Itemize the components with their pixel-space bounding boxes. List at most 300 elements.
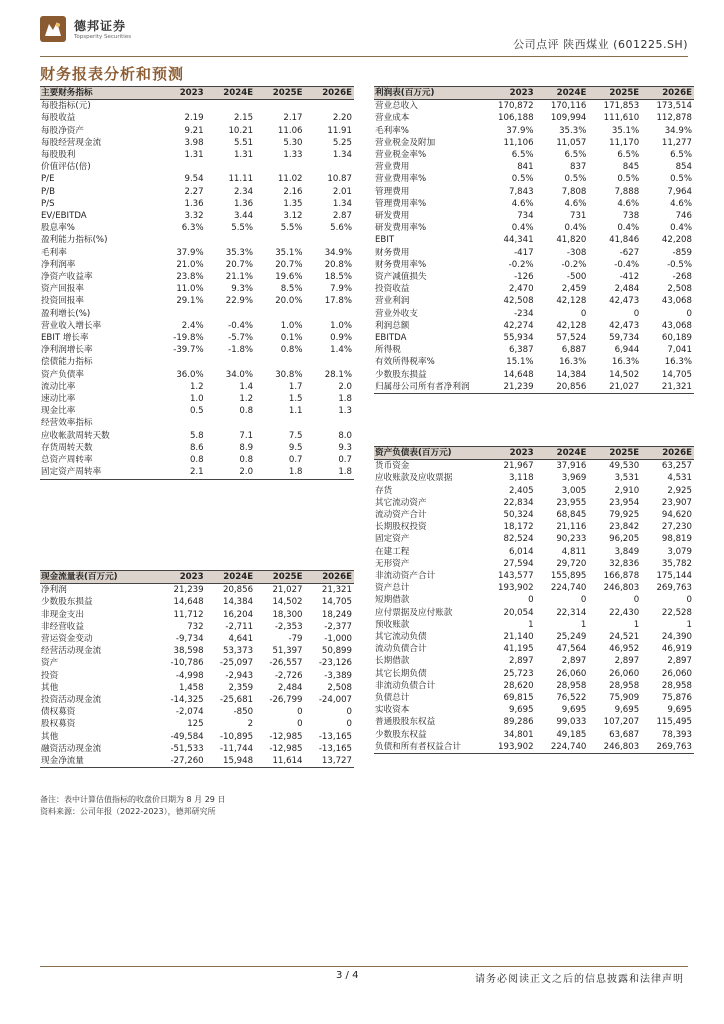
- page-header: [40, 14, 688, 54]
- row-label-cell: EV/EBITDA: [41, 211, 87, 222]
- value-cell: 734: [517, 211, 534, 222]
- table-row: [40, 743, 354, 755]
- value-cell: 1.34: [332, 198, 352, 209]
- value-cell: 6.3%: [181, 223, 204, 234]
- row-label-cell: 资产回报率: [41, 284, 84, 295]
- value-cell: 11.11: [228, 174, 254, 185]
- value-cell: 15,948: [206, 755, 255, 768]
- value-cell: [255, 161, 304, 173]
- row-label-cell: 净利润率: [41, 259, 76, 270]
- row-label-cell: 所得税: [375, 345, 401, 356]
- value-cell: 16.3%: [664, 357, 692, 368]
- value-cell: 2,484: [277, 682, 303, 693]
- table-row: [40, 381, 354, 393]
- value-cell: 1,458: [179, 682, 204, 693]
- value-cell: 3,531: [614, 473, 640, 484]
- year-header-cell: 2026E: [305, 87, 354, 100]
- value-cell: 3.98: [184, 137, 204, 148]
- value-cell: 21,967: [503, 461, 534, 472]
- value-cell: 2.17: [283, 113, 303, 124]
- value-cell: 28.1%: [324, 369, 352, 380]
- value-cell: 0: [297, 707, 303, 718]
- table-row: [374, 472, 694, 484]
- value-cell: -0.4%: [614, 259, 640, 270]
- value-cell: 0.9%: [330, 333, 352, 344]
- table-row: [40, 706, 354, 718]
- value-cell: 9,695: [508, 705, 534, 716]
- value-cell: 21,140: [503, 632, 534, 643]
- value-cell: 2,459: [561, 284, 587, 295]
- value-cell: 1.35: [283, 198, 303, 209]
- row-label-cell: 非流动负债合计: [375, 680, 436, 691]
- table-row: [40, 731, 354, 743]
- table-row: [374, 100, 694, 113]
- table-row: [374, 112, 694, 124]
- table-row: [374, 716, 694, 728]
- value-cell: 2.87: [332, 211, 352, 222]
- year-header-cell: 2026E: [641, 447, 694, 460]
- table-row: [374, 369, 694, 381]
- value-cell: 8.5%: [280, 284, 303, 295]
- value-cell: 2: [247, 719, 254, 730]
- value-cell: [255, 417, 304, 429]
- value-cell: 3,849: [614, 546, 640, 557]
- value-cell: 854: [675, 162, 692, 173]
- value-cell: -12,985: [269, 731, 303, 742]
- value-cell: -13,165: [318, 731, 352, 742]
- value-cell: 21,321: [321, 585, 352, 596]
- value-cell: 837: [569, 162, 587, 173]
- year-header-cell: 2024E: [536, 447, 589, 460]
- value-cell: 4.6%: [617, 198, 640, 209]
- value-cell: [206, 161, 255, 173]
- row-label-cell: 营运资金变动: [41, 634, 93, 645]
- table-row: [40, 393, 354, 405]
- value-cell: -5.7%: [228, 333, 254, 344]
- value-cell: 1.4: [239, 381, 254, 392]
- value-cell: 115,495: [656, 717, 692, 728]
- value-cell: 1.8: [255, 466, 304, 479]
- value-cell: 106,188: [498, 113, 534, 124]
- value-cell: 18.5%: [324, 272, 352, 283]
- value-cell: -51,533: [170, 743, 204, 754]
- value-cell: 7,843: [508, 186, 534, 197]
- row-label-cell: 每股股利: [41, 150, 76, 161]
- row-label-cell: 每股经营现金流: [41, 137, 102, 148]
- row-label-cell: 流动负债合计: [375, 644, 427, 655]
- table-row: [374, 631, 694, 643]
- table-row: [40, 137, 354, 149]
- table-row: [374, 320, 694, 332]
- value-cell: 14,384: [223, 597, 254, 608]
- value-cell: 0: [686, 308, 692, 319]
- row-label-cell: 货币资金: [375, 461, 410, 472]
- table-row: [40, 682, 354, 694]
- value-cell: -9,734: [175, 634, 204, 645]
- value-cell: 21,239: [173, 585, 204, 596]
- value-cell: 0.7: [338, 455, 352, 466]
- value-cell: 1.36: [233, 198, 254, 209]
- value-cell: -500: [566, 272, 587, 283]
- value-cell: 0: [580, 595, 587, 606]
- value-cell: 42,274: [503, 320, 534, 331]
- value-cell: 170,116: [550, 101, 587, 112]
- value-cell: 7,964: [667, 186, 692, 197]
- value-cell: [206, 417, 255, 429]
- value-cell: 11,277: [661, 137, 692, 148]
- value-cell: 25,723: [503, 668, 534, 679]
- value-cell: 224,740: [550, 583, 587, 594]
- value-cell: -25,097: [219, 658, 254, 669]
- value-cell: [156, 356, 205, 368]
- table-row: [374, 210, 694, 222]
- value-cell: 170,872: [498, 101, 534, 112]
- value-cell: 109,994: [550, 113, 587, 124]
- value-cell: 246,803: [588, 741, 641, 754]
- value-cell: 6.5%: [511, 150, 534, 161]
- value-cell: 26,060: [661, 668, 692, 679]
- table-row: [374, 655, 694, 667]
- value-cell: 738: [622, 211, 640, 222]
- value-cell: 2,897: [561, 656, 587, 667]
- value-cell: 3,005: [561, 485, 587, 496]
- value-cell: 28,958: [661, 680, 692, 691]
- table-row: [40, 210, 354, 222]
- value-cell: 4,641: [228, 634, 254, 645]
- row-label-cell: 每股收益: [41, 113, 76, 124]
- value-cell: [305, 161, 354, 173]
- table-row: [374, 149, 694, 161]
- value-cell: 0.7: [288, 455, 303, 466]
- value-cell: 14,705: [661, 369, 692, 380]
- table-row: [40, 584, 354, 597]
- table-row: [374, 125, 694, 137]
- value-cell: 2.0: [338, 381, 352, 392]
- value-cell: 30.8%: [275, 369, 303, 380]
- row-label-cell: 固定资产周转率: [40, 466, 156, 479]
- value-cell: 11,106: [503, 137, 534, 148]
- value-cell: [255, 100, 304, 113]
- value-cell: -24,007: [318, 695, 352, 706]
- value-cell: 46,919: [661, 644, 692, 655]
- value-cell: 23,907: [661, 497, 692, 508]
- value-cell: -859: [672, 247, 692, 258]
- row-label-cell: 利润总额: [375, 320, 410, 331]
- value-cell: -0.4%: [228, 320, 254, 331]
- row-label-cell: 营业税金率%: [375, 150, 427, 161]
- value-cell: [156, 161, 205, 173]
- table-row: [40, 186, 354, 198]
- value-cell: 42,128: [556, 296, 587, 307]
- table-row: [40, 344, 354, 356]
- row-label-cell: 在建工程: [375, 546, 410, 557]
- value-cell: 6.5%: [670, 150, 692, 161]
- value-cell: 6.5%: [564, 150, 587, 161]
- value-cell: 0.5%: [564, 174, 587, 185]
- table-row: [40, 259, 354, 271]
- value-cell: 1.8: [305, 466, 354, 479]
- table-header-row: [374, 447, 694, 460]
- value-cell: 0: [633, 308, 640, 319]
- table-row: [40, 442, 354, 454]
- value-cell: 21,321: [641, 381, 694, 394]
- table-row: [374, 521, 694, 533]
- row-label-cell: EBIT 增长率: [41, 333, 89, 344]
- row-label-cell: 投资: [41, 670, 59, 681]
- value-cell: 2.20: [332, 113, 352, 124]
- row-label-cell: 净资产收益率: [41, 272, 93, 283]
- table-row: [40, 755, 354, 768]
- note-valuation-date: 备注：表中计算估值指标的收盘价日期为 8 月 29 日: [40, 795, 226, 804]
- year-header-cell: 2026E: [305, 571, 354, 584]
- table-row: [40, 356, 354, 368]
- value-cell: [255, 308, 304, 320]
- value-cell: 0.4%: [564, 223, 587, 234]
- table-row: [374, 344, 694, 356]
- value-cell: 23.8%: [176, 272, 204, 283]
- header-divider: [40, 56, 688, 57]
- value-cell: 53,373: [223, 646, 254, 657]
- value-cell: 25,249: [556, 632, 587, 643]
- value-cell: 9,695: [561, 705, 587, 716]
- row-label-cell: 无形资产: [375, 558, 410, 569]
- table-row: [374, 643, 694, 655]
- value-cell: 11,614: [255, 755, 304, 768]
- table-row: [40, 149, 354, 161]
- section-title: 财务报表分析和预测: [40, 65, 185, 83]
- value-cell: 2,897: [667, 656, 692, 667]
- value-cell: 2.16: [283, 186, 303, 197]
- row-label-cell: 净利润增长率: [41, 345, 93, 356]
- value-cell: 746: [675, 211, 692, 222]
- value-cell: -4,998: [175, 670, 204, 681]
- value-cell: 43,068: [661, 320, 692, 331]
- row-label-cell: 其它流动资产: [375, 497, 427, 508]
- value-cell: 20.8%: [324, 259, 352, 270]
- value-cell: 1.0%: [280, 320, 303, 331]
- row-label-cell: 少数股东损益: [375, 369, 427, 380]
- value-cell: -2,726: [274, 670, 303, 681]
- value-cell: 9.3%: [231, 284, 254, 295]
- value-cell: 112,878: [656, 113, 692, 124]
- value-cell: 9.54: [184, 174, 204, 185]
- value-cell: 51,397: [272, 646, 303, 657]
- value-cell: 41,846: [609, 235, 640, 246]
- value-cell: [206, 356, 255, 368]
- row-label-cell: 营业成本: [375, 113, 410, 124]
- row-label-cell: 存货: [375, 485, 393, 496]
- table-row: [40, 112, 354, 124]
- value-cell: [305, 100, 354, 113]
- table-row: [374, 381, 694, 394]
- value-cell: 6,887: [561, 345, 587, 356]
- value-cell: 7.1: [239, 430, 254, 441]
- value-cell: 2,405: [508, 485, 534, 496]
- income-statement-table: [374, 86, 694, 394]
- value-cell: 34.9%: [664, 125, 692, 136]
- table-row: [40, 100, 354, 113]
- value-cell: 193,902: [498, 583, 534, 594]
- table-row: [40, 283, 354, 295]
- table-row: [40, 332, 354, 344]
- value-cell: 5.30: [283, 137, 303, 148]
- value-cell: 1.5: [288, 394, 303, 405]
- topsperity-logo-icon: [40, 16, 66, 42]
- row-label-cell: 经营活动现金流: [41, 646, 102, 657]
- row-label-cell: 预收账款: [375, 619, 410, 630]
- value-cell: -412: [619, 272, 640, 283]
- value-cell: 24,521: [609, 632, 640, 643]
- table-row: [40, 222, 354, 234]
- table-title-cell: 资产负债表(百万元): [374, 447, 483, 460]
- value-cell: 1: [686, 619, 692, 630]
- value-cell: 6.5%: [617, 150, 640, 161]
- value-cell: 29.1%: [176, 296, 204, 307]
- value-cell: 28,620: [503, 680, 534, 691]
- key-metrics-table: [40, 86, 354, 480]
- logo-english-name: Topsperity Securities: [74, 34, 132, 40]
- value-cell: 2,484: [614, 284, 640, 295]
- row-label-cell: 非现金支出: [41, 609, 84, 620]
- value-cell: -12,985: [269, 743, 303, 754]
- value-cell: 23,842: [609, 522, 640, 533]
- value-cell: -0.2%: [508, 259, 534, 270]
- value-cell: 2,470: [508, 284, 534, 295]
- table-row: [374, 558, 694, 570]
- value-cell: 6,014: [508, 546, 534, 557]
- table-row: [40, 596, 354, 608]
- table-row: [374, 485, 694, 497]
- value-cell: 17.8%: [324, 296, 352, 307]
- row-label-cell: 管理费用: [375, 186, 410, 197]
- row-label-cell: 财务费用: [375, 247, 410, 258]
- value-cell: -26,799: [269, 695, 303, 706]
- value-cell: 28,958: [609, 680, 640, 691]
- row-label-cell: 归属母公司所有者净利润: [374, 381, 483, 394]
- value-cell: 2,897: [508, 656, 534, 667]
- value-cell: 5.25: [332, 137, 352, 148]
- value-cell: 3.44: [233, 211, 254, 222]
- value-cell: -234: [514, 308, 534, 319]
- value-cell: 34.0%: [225, 369, 254, 380]
- value-cell: 6,387: [508, 345, 534, 356]
- value-cell: 171,853: [603, 101, 640, 112]
- value-cell: 38,598: [173, 646, 204, 657]
- row-label-cell: 其它流动负债: [375, 632, 427, 643]
- value-cell: [156, 100, 205, 113]
- row-label-cell: 负债总计: [375, 693, 410, 704]
- value-cell: 47,564: [556, 644, 587, 655]
- value-cell: -2,943: [225, 670, 254, 681]
- value-cell: 21,116: [556, 522, 587, 533]
- table-row: [40, 670, 354, 682]
- value-cell: 37.9%: [506, 125, 534, 136]
- value-cell: 34,801: [503, 729, 534, 740]
- row-label-cell: 资产总计: [375, 583, 410, 594]
- row-label-cell: 投资回报率: [41, 296, 84, 307]
- row-label-cell: 净利润: [41, 585, 67, 596]
- table-row: [40, 466, 354, 479]
- value-cell: 1: [528, 619, 534, 630]
- value-cell: 16,204: [223, 609, 254, 620]
- value-cell: 731: [569, 211, 587, 222]
- value-cell: 0.5: [189, 406, 204, 417]
- value-cell: -25,681: [219, 695, 254, 706]
- value-cell: 732: [187, 621, 204, 632]
- year-header-cell: 2025E: [255, 571, 304, 584]
- value-cell: -79: [288, 634, 303, 645]
- table-row: [374, 295, 694, 307]
- row-label-cell: 固定资产: [375, 534, 410, 545]
- value-cell: 34.9%: [324, 247, 352, 258]
- value-cell: [305, 356, 354, 368]
- value-cell: 5.6%: [330, 223, 352, 234]
- value-cell: 63,257: [661, 461, 692, 472]
- table-row: [374, 497, 694, 509]
- value-cell: 1.34: [332, 150, 352, 161]
- value-cell: 2.01: [332, 186, 352, 197]
- value-cell: 50,899: [321, 646, 352, 657]
- row-label-cell: 营业费用率%: [375, 174, 427, 185]
- value-cell: 1.31: [184, 150, 204, 161]
- value-cell: 26,060: [556, 668, 587, 679]
- row-label-cell: EBITDA: [375, 333, 407, 344]
- value-cell: [305, 234, 354, 246]
- value-cell: 0.5%: [670, 174, 692, 185]
- row-label-cell: 经营效率指标: [41, 418, 93, 429]
- value-cell: 2,925: [667, 485, 692, 496]
- value-cell: 1.31: [233, 150, 254, 161]
- value-cell: 23,955: [556, 497, 587, 508]
- value-cell: 1.0: [189, 394, 204, 405]
- value-cell: 0.1%: [280, 333, 303, 344]
- value-cell: -2,074: [175, 707, 204, 718]
- value-cell: 13,727: [305, 755, 354, 768]
- value-cell: [305, 308, 354, 320]
- value-cell: 845: [622, 162, 640, 173]
- value-cell: 22,314: [556, 607, 587, 618]
- value-cell: 22,430: [609, 607, 640, 618]
- row-label-cell: 其他: [41, 682, 59, 693]
- value-cell: 57,524: [556, 333, 587, 344]
- value-cell: 19.6%: [275, 272, 303, 283]
- value-cell: 16.3%: [559, 357, 587, 368]
- value-cell: [206, 234, 255, 246]
- value-cell: 20,856: [223, 585, 254, 596]
- value-cell: 37,916: [556, 461, 587, 472]
- value-cell: 7,041: [667, 345, 692, 356]
- value-cell: 0.8: [189, 455, 204, 466]
- row-label-cell: 非经营收益: [41, 621, 84, 632]
- value-cell: 155,895: [550, 571, 587, 582]
- value-cell: 5.5%: [280, 223, 303, 234]
- value-cell: 37.9%: [176, 247, 204, 258]
- value-cell: 1.0%: [330, 320, 352, 331]
- value-cell: 11.0%: [176, 284, 204, 295]
- value-cell: 22,528: [661, 607, 692, 618]
- value-cell: 14,705: [321, 597, 352, 608]
- value-cell: -308: [566, 247, 587, 258]
- value-cell: 1.7: [288, 381, 303, 392]
- value-cell: 55,934: [503, 333, 534, 344]
- table-row: [374, 332, 694, 344]
- row-label-cell: 存货周转天数: [41, 442, 93, 453]
- value-cell: 68,845: [556, 510, 587, 521]
- value-cell: 0.5%: [511, 174, 534, 185]
- value-cell: 35.3%: [225, 247, 254, 258]
- value-cell: 43,068: [661, 296, 692, 307]
- year-header-cell: 2024E: [536, 87, 589, 100]
